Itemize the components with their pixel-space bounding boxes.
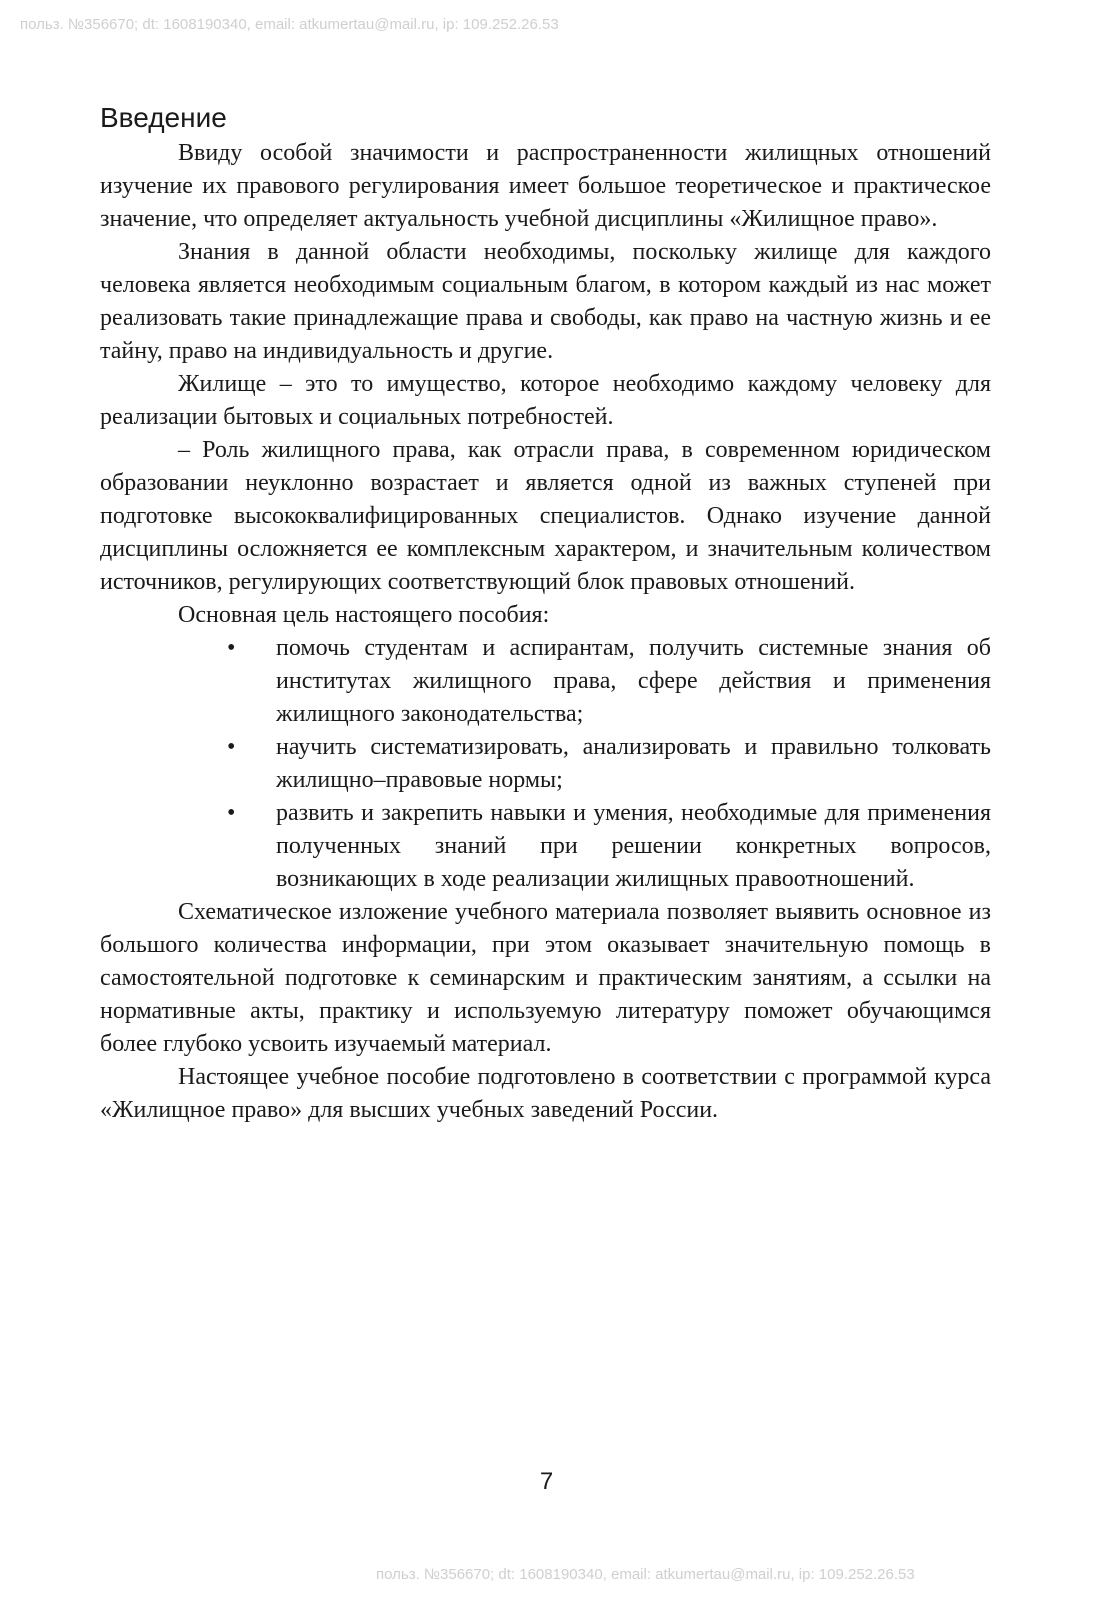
document-page: [100, 101, 991, 1127]
goals-list: [100, 632, 991, 896]
watermark-top: польз. №356670; dt: 1608190340, email: atkumertau@mail.ru, ip: 109.252.26.53: [20, 16, 559, 33]
bullet-icon: •: [227, 734, 236, 760]
list-item-text: развить и закрепить навыки и умения, необходимые для применения полученных знаний при решении конкретных вопросов, возникающих в ходе реализации жилищных правоотношений.: [276, 800, 991, 892]
paragraph-goal-intro: Основная цель настоящего пособия:: [178, 602, 550, 628]
paragraph-schematic: Схематическое изложение учебного материала позволяет выявить основное из большого количества информации, при этом оказывает значительную помощь в самостоятельной подготовке к семинарским и практическим занятиям, а ссылки на нормативные акты, практику и используемую литературу поможет обучающимся более глубоко усвоить изучаемый материал.: [100, 899, 991, 1057]
section-heading: Введение: [100, 102, 227, 133]
list-item: [100, 731, 991, 797]
page-number: 7: [539, 1468, 554, 1495]
list-item-text: научить систематизировать, анализировать и правильно толковать жилищно–правовые нормы;: [276, 734, 991, 793]
paragraph-program: Настоящее учебное пособие подготовлено в соответствии с программой курса «Жилищное право» для высших учебных заведений России.: [100, 1064, 991, 1123]
paragraph-relevance: Ввиду особой значимости и распространенности жилищных отношений изучение их правового регулирования имеет большое теоретическое и практическое значение, что определяет актуальность учебной дисциплины «Жилищное право».: [100, 140, 991, 232]
list-item: [100, 632, 991, 731]
paragraph-role: – Роль жилищного права, как отрасли права, в современном юридическом образовании неуклонно возрастает и является одной из важных ступеней при подготовке высококвалифицированных специалистов. Однако изучение данной дисциплины осложняется ее комплексным характером, и значительным количеством источников, регулирующих соответствующий блок правовых отношений.: [100, 437, 991, 595]
paragraph-dwelling: Жилище – это то имущество, которое необходимо каждому человеку для реализации бытовых и социальных потребностей.: [100, 371, 991, 430]
bullet-icon: •: [227, 635, 236, 661]
paragraph-knowledge: Знания в данной области необходимы, поскольку жилище для каждого человека является необходимым социальным благом, в котором каждый из нас может реализовать такие принадлежащие права и свободы, как право на частную жизнь и ее тайну, право на индивидуальность и другие.: [100, 239, 991, 364]
watermark-bottom: польз. №356670; dt: 1608190340, email: atkumertau@mail.ru, ip: 109.252.26.53: [376, 1566, 915, 1583]
bullet-icon: •: [227, 800, 236, 826]
list-item-text: помочь студентам и аспирантам, получить системные знания об институтах жилищного права, сфере действия и применения жилищного законодательства;: [276, 635, 991, 727]
list-item: [100, 797, 991, 896]
